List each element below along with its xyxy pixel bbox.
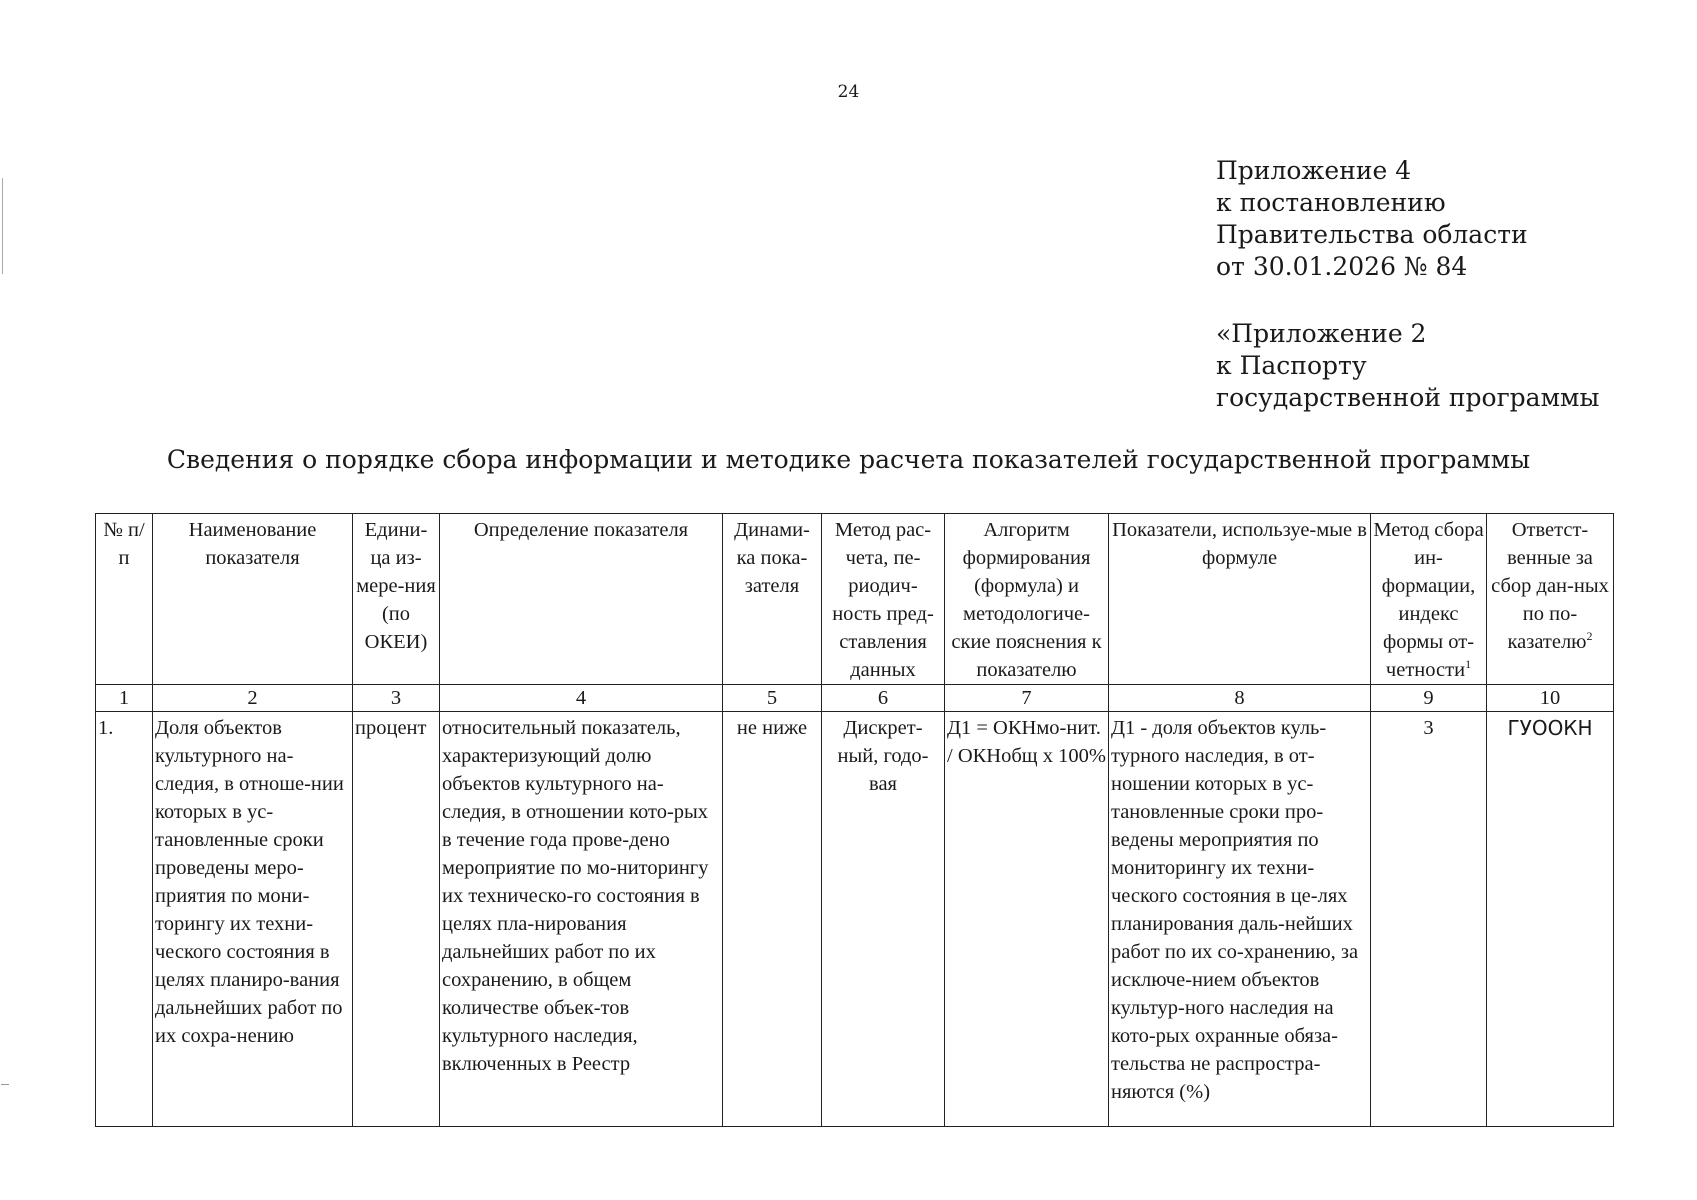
appendix-sub-line: к Паспорту xyxy=(1216,351,1367,380)
header-collection-text: Метод сбора ин-формации, индекс формы от-четности xyxy=(1373,519,1484,681)
appendix-line: от 30.01.2026 № 84 xyxy=(1216,252,1468,281)
formula-variables: Д1 - доля объектов куль-турного наследия, в от-ношении которых в ус-тановленные сроки про-ведены мероприятия по мониторингу их техни-ческого состояния в це-лях планирования даль-нейших работ по их со-хранению, за исключе-нием объектов культур-ного наследия на кото-рых охранные обяза-тельства не распростра-няются (%) xyxy=(1109,712,1371,1127)
column-number: 9 xyxy=(1371,685,1487,712)
calculation-method: Дискрет-ный, годо-вая xyxy=(822,712,945,1127)
footnote-2-marker: 2 xyxy=(1586,629,1593,644)
indicator-definition: относительный показатель, характеризующий долю объектов культурного на-следия, в отношении кото-рых в течение года прове-дено мероприятие по мо-ниторингу их техническо-го состояния в целях пла-нирования дальнейших работ по их сохранению, в общем количестве объек-тов культурного наследия, включенных в Реестр xyxy=(440,712,723,1127)
appendix-line: Правительства области xyxy=(1216,220,1528,249)
document-title: Сведения о порядке сбора информации и методике расчета показателей государственной программы xyxy=(166,445,1531,474)
scan-artifact xyxy=(2,178,3,274)
column-number: 6 xyxy=(822,685,945,712)
responsible-party: ГУООКН xyxy=(1487,712,1614,1127)
indicator-name: Доля объектов культурного на-следия, в отноше-нии которых в ус-тановленные сроки проведены меро-приятия по мони-торингу их техни-ческого состояния в целях планиро-вания дальнейших работ по их сохра-нению xyxy=(153,712,353,1127)
footnote-1-marker: 1 xyxy=(1465,657,1472,672)
header-variables: Показатели, используе-мые в формуле xyxy=(1109,514,1371,685)
appendix-line: к постановлению xyxy=(1216,188,1446,217)
column-number: 10 xyxy=(1487,685,1614,712)
header-definition: Определение показателя xyxy=(440,514,723,685)
indicator-dynamics: не ниже xyxy=(723,712,822,1127)
column-number: 4 xyxy=(440,685,723,712)
appendix-sub-header xyxy=(1216,318,1599,414)
header-number: № п/п xyxy=(96,514,153,685)
table-header-row xyxy=(96,514,1614,685)
header-formula: Алгоритм формирования (формула) и методологиче-ские пояснения к показателю xyxy=(945,514,1109,685)
header-dynamics: Динами-ка пока-зателя xyxy=(723,514,822,685)
header-name: Наименование показателя xyxy=(153,514,353,685)
header-responsible-text: Ответст-венные за сбор дан-ных по по-казателю xyxy=(1491,519,1609,653)
appendix-header xyxy=(1216,155,1528,283)
indicators-table xyxy=(95,513,1614,1127)
table-row xyxy=(96,712,1614,1127)
appendix-sub-line: «Приложение 2 xyxy=(1216,319,1427,348)
column-number: 7 xyxy=(945,685,1109,712)
header-unit: Едини-ца из-мере-ния (по ОКЕИ) xyxy=(353,514,440,685)
page-number: 24 xyxy=(837,82,860,102)
appendix-sub-line: государственной программы xyxy=(1216,383,1600,412)
scan-artifact xyxy=(1,1084,9,1085)
unit-of-measure: процент xyxy=(353,712,440,1127)
column-number: 3 xyxy=(353,685,440,712)
header-method: Метод рас-чета, пе-риодич-ность пред-ставления данных xyxy=(822,514,945,685)
column-number: 2 xyxy=(153,685,353,712)
column-number: 8 xyxy=(1109,685,1371,712)
header-responsible xyxy=(1487,514,1614,685)
appendix-line: Приложение 4 xyxy=(1216,156,1412,185)
collection-method: 3 xyxy=(1371,712,1487,1127)
header-collection xyxy=(1371,514,1487,685)
column-number-row xyxy=(96,685,1614,712)
calculation-formula: Д1 = ОКНмо-нит. / ОКНобщ х 100% xyxy=(945,712,1109,1127)
column-number: 1 xyxy=(96,685,153,712)
row-number: 1. xyxy=(96,712,153,1127)
column-number: 5 xyxy=(723,685,822,712)
